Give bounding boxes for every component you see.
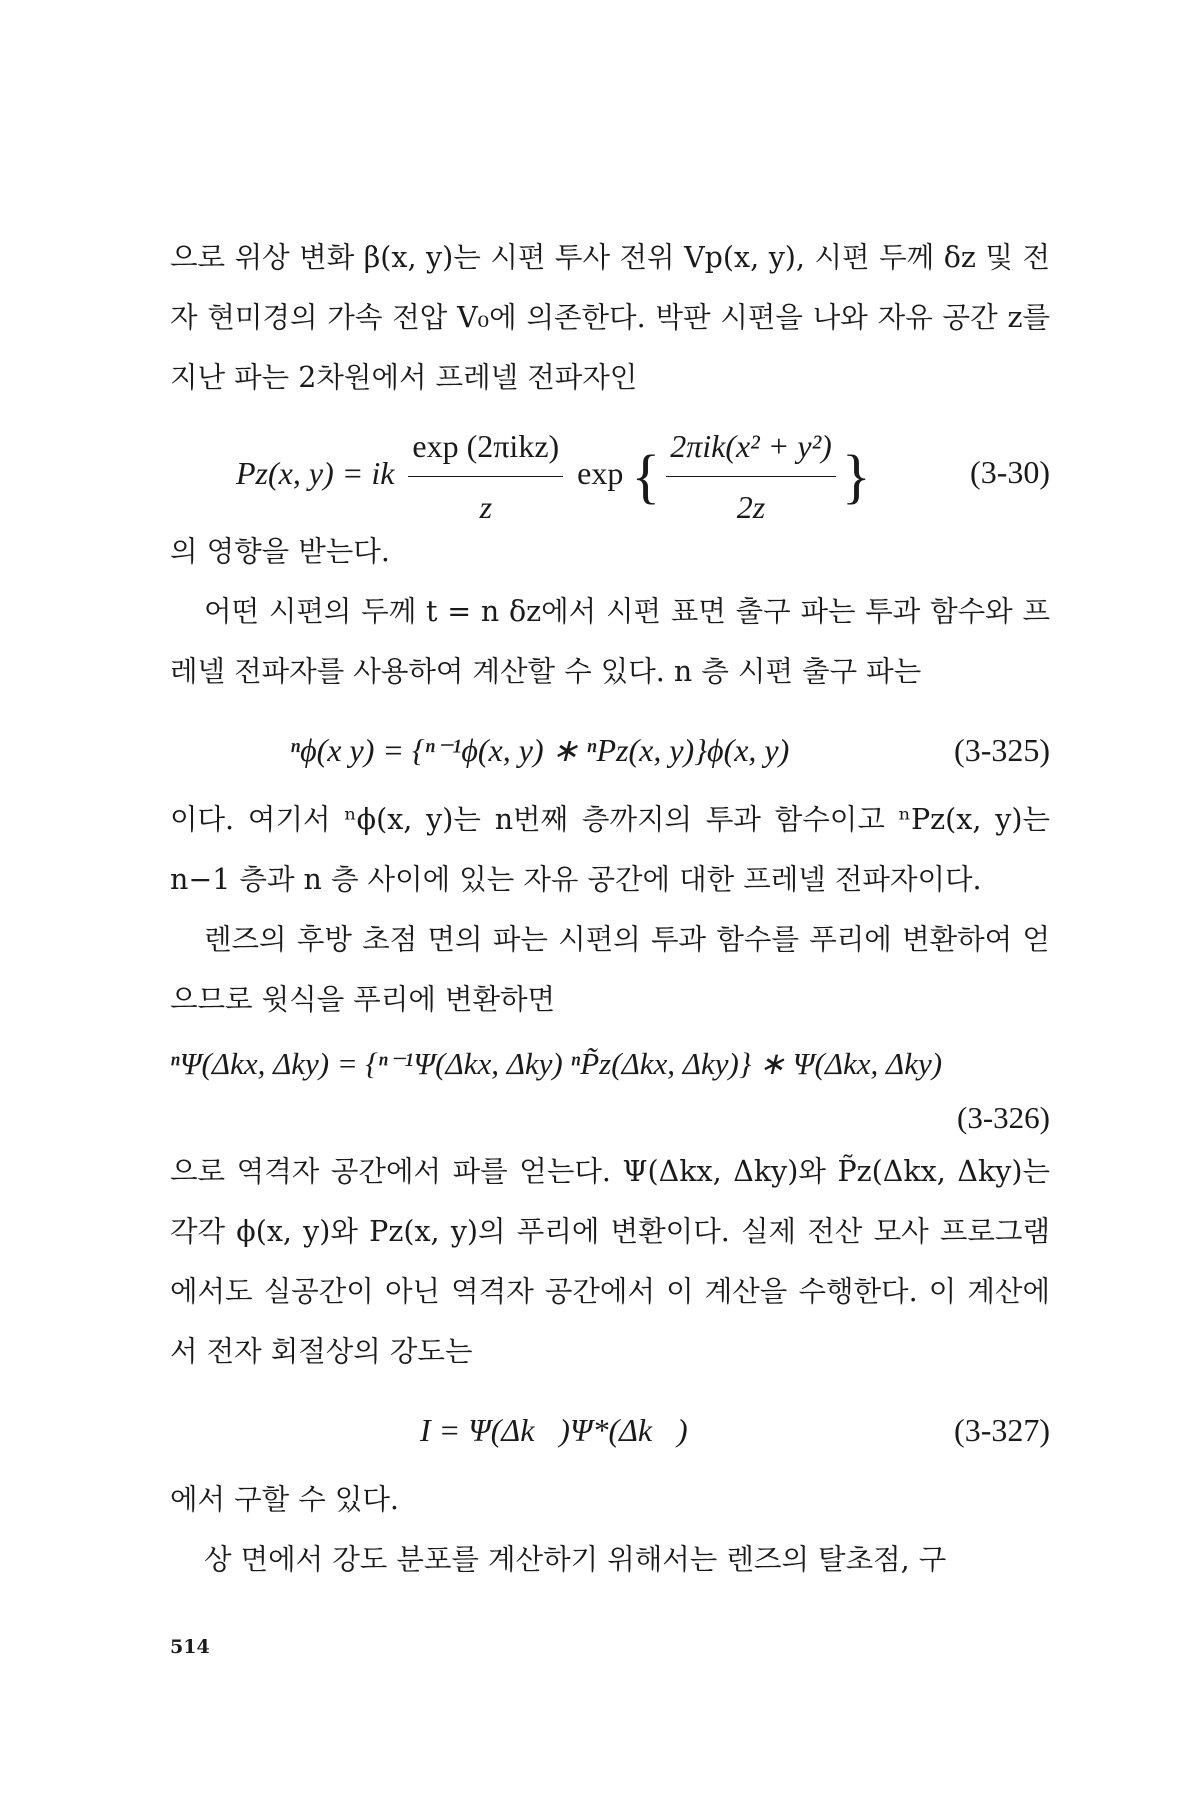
eq1-frac2-numerator: 2πik(x² + y²) [666, 416, 836, 477]
equation-3-325 [170, 708, 1050, 780]
eq3-expression: ⁿΨ(Δkx, Δky) = {ⁿ⁻¹Ψ(Δkx, Δky) ⁿP̃z(Δkx, Δky)} ∗ Ψ(Δkx, Δky) [170, 1046, 943, 1081]
paragraph-1: 으로 위상 변화 β(x, y)는 시편 투사 전위 Vp(x, y), 시편 두께 δz 및 전자 현미경의 가속 전압 V₀에 의존한다. 박판 시편을 나와 자유 공간 z를 지난 파는 2차원에서 프레넬 전파자인 [170, 241, 1050, 394]
equation-number-3-30: (3-30) [970, 454, 1050, 490]
page-text-block [170, 228, 1050, 1590]
eq1-frac2-denominator: 2z [736, 489, 766, 525]
eq1-frac1-numerator: exp (2πikz) [408, 416, 563, 477]
equation-3-326 [170, 1030, 1050, 1142]
paragraph-7: 에서 구할 수 있다. [170, 1483, 399, 1516]
paragraph-8: 상 면에서 강도 분포를 계산하기 위해서는 렌즈의 탈초점, 구 [204, 1543, 947, 1576]
paragraph-6: 으로 역격자 공간에서 파를 얻는다. Ψ(Δkx, Δky)와 P̃z(Δkx, Δky)는 각각 ϕ(x, y)와 Pz(x, y)의 푸리에 변환이다. 실제 전산 모사 프로그램에서도 실공간이 아닌 역격자 공간에서 이 계산을 수행한다. 이 계산에서 전자 회절상의 강도는 [170, 1155, 1050, 1368]
page-number: 514 [170, 1636, 210, 1658]
eq1-left-brace: { [631, 443, 661, 510]
equation-number-3-325: (3-325) [954, 732, 1050, 768]
equation-number-3-326: (3-326) [957, 1100, 1050, 1135]
eq1-frac1-denominator: z [479, 489, 493, 525]
equation-number-3-327: (3-327) [954, 1412, 1050, 1448]
paragraph-3: 어떤 시편의 두께 t = n δz에서 시편 표면 출구 파는 투과 함수와 프레넬 전파자를 사용하여 계산할 수 있다. n 층 시편 출구 파는 [170, 595, 1050, 688]
eq1-fraction-2 [666, 416, 836, 537]
paragraph-5: 렌즈의 후방 초점 면의 파는 시편의 투과 함수를 푸리에 변환하여 얻으므로 윗식을 푸리에 변환하면 [170, 923, 1050, 1016]
eq1-lhs: Pz(x, y) = ik [236, 454, 395, 491]
paragraph-4: 이다. 여기서 ⁿϕ(x, y)는 n번째 층까지의 투과 함수이고 ⁿPz(x, y)는 n−1 층과 n 층 사이에 있는 자유 공간에 대한 프레넬 전파자이다. [170, 803, 1050, 896]
paragraph-2: 의 영향을 받는다. [170, 535, 390, 568]
equation-3-327 [170, 1388, 1050, 1460]
eq4-expression: I = Ψ(Δk⃗)Ψ*(Δk⃗) [420, 1412, 688, 1448]
eq1-right-brace: } [841, 443, 871, 510]
equation-3-30 [170, 408, 1050, 525]
eq2-expression: ⁿϕ(x y) = {ⁿ⁻¹ϕ(x, y) ∗ ⁿPz(x, y)}ϕ(x, y) [290, 732, 790, 768]
eq1-fraction-1 [408, 416, 563, 537]
eq1-exp: exp [577, 454, 624, 491]
